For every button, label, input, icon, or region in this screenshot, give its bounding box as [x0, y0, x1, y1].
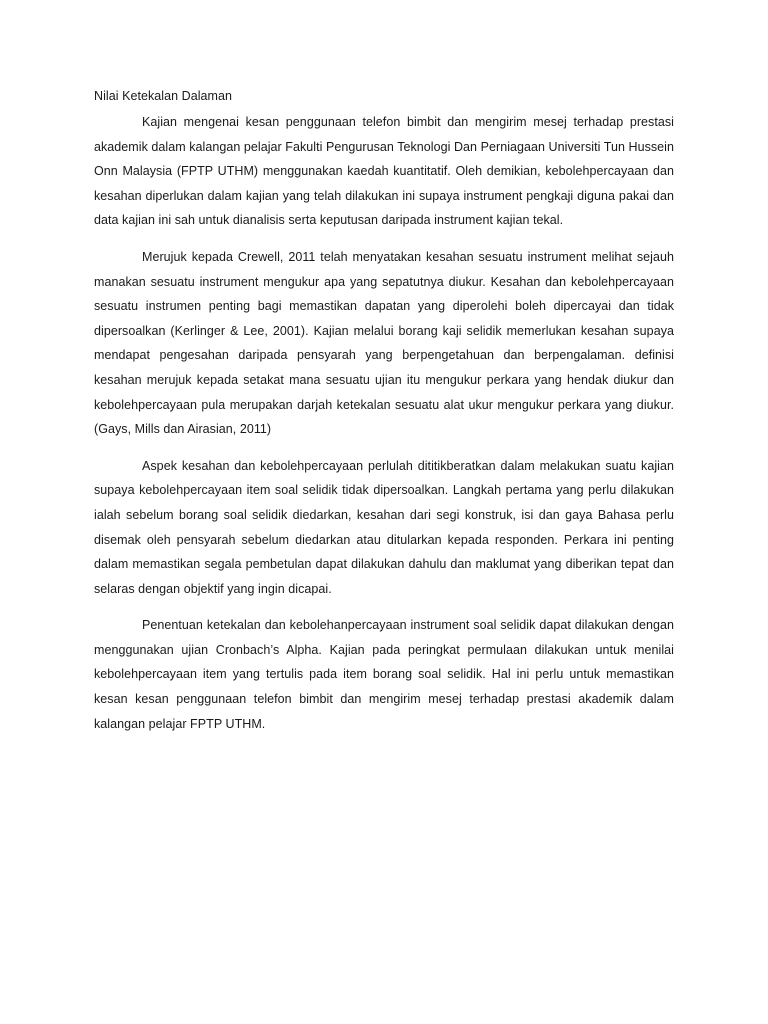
paragraph-4: Penentuan ketekalan dan kebolehanpercayaan instrument soal selidik dapat dilakukan dengan menggunakan ujian Cronbach’s Alpha. Kajian pada peringkat permulaan dilakukan untuk menilai kebolehpercayaan item yang tertulis pada item borang soal selidik. Hal ini perlu untuk memastikan kesan kesan penggunaan telefon bimbit dan mengirim mesej terhadap prestasi akademik dalam kalangan pelajar FPTP UTHM. [94, 618, 674, 731]
paragraph-3: Aspek kesahan dan kebolehpercayaan perlulah dititikberatkan dalam melakukan suatu kajian supaya kebolehpercayaan item soal selidik tidak dipersoalkan. Langkah pertama yang perlu dilakukan ialah sebelum borang soal selidik diedarkan, kesahan dari segi konstruk, isi dan gaya Bahasa perlu disemak oleh pensyarah sebelum diedarkan atau ditularkan kepada responden. Perkara ini penting dalam memastikan segala pembetulan dapat dilakukan dahulu dan maklumat yang diberikan tepat dan selaras dengan objektif yang ingin dicapai. [94, 458, 674, 596]
section-heading: Nilai Ketekalan Dalaman [94, 89, 233, 103]
paragraph-2: Merujuk kepada Crewell, 2011 telah menyatakan kesahan sesuatu instrument melihat sejauh manakan sesuatu instrument mengukur apa yang sepatutnya diukur. Kesahan dan kebolehpercayaan sesuatu instrumen penting bagi memastikan dapatan yang diperolehi boleh dipercayai dan tidak dipersoalkan (Kerlinger & Lee, 2001). Kajian melalui borang kaji selidik memerlukan kesahan supaya mendapat pengesahan daripada pensyarah yang berpengetahuan dan berpengalaman. definisi kesahan merujuk kepada setakat mana sesuatu ujian itu mengukur perkara yang hendak diukur dan kebolehpercayaan pula merupakan darjah ketekalan sesuatu alat ukur mengukur perkara yang diukur.(Gays, Mills dan Airasian, 2011) [94, 249, 674, 437]
document-body [94, 86, 674, 748]
paragraph-1: Kajian mengenai kesan penggunaan telefon bimbit dan mengirim mesej terhadap prestasi akademik dalam kalangan pelajar Fakulti Pengurusan Teknologi Dan Perniagaan Universiti Tun Hussein Onn Malaysia (FPTP UTHM) menggunakan kaedah kuantitatif. Oleh demikian, kebolehpercayaan dan kesahan diperlukan dalam kajian yang telah dilakukan ini supaya instrument pengkaji diguna pakai dan data kajian ini sah untuk dianalisis serta keputusan daripada instrument kajian tekal. [94, 115, 675, 228]
